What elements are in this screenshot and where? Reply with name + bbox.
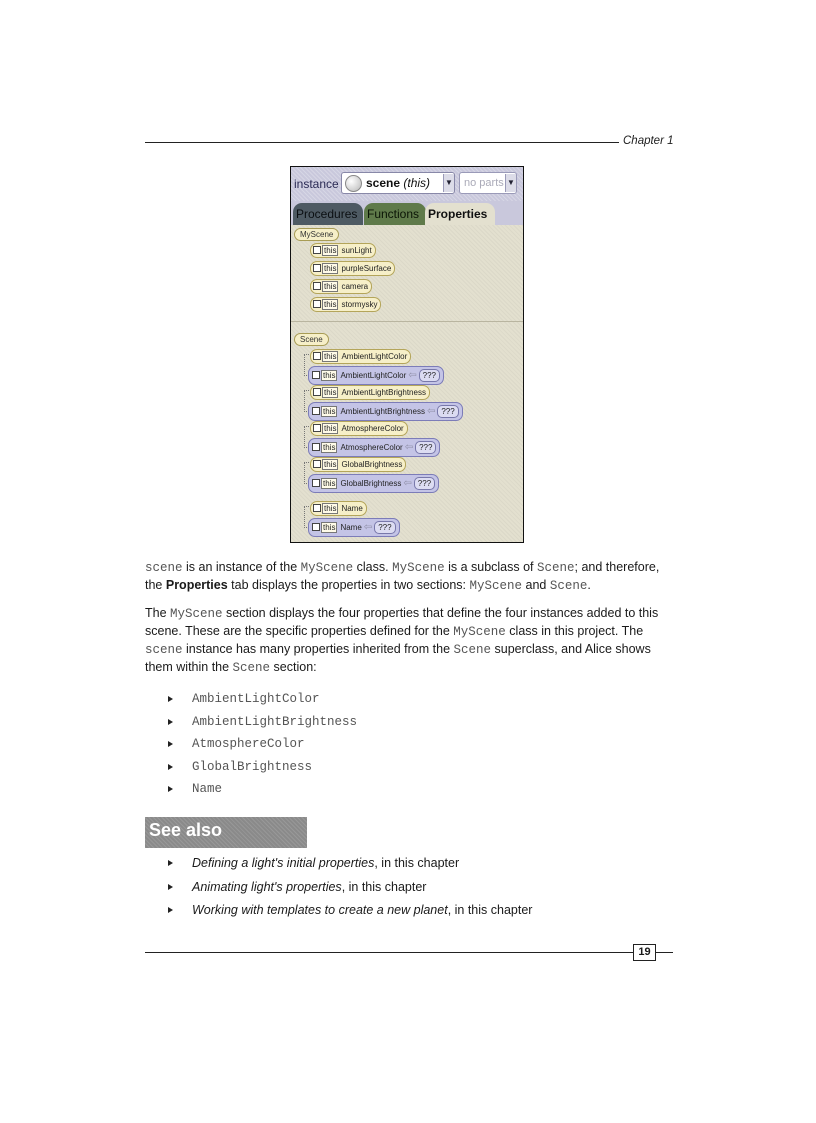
left-arrow-icon: ⇦ [426,406,436,417]
parts-value: no parts [464,177,504,189]
properties-panel-screenshot [290,166,524,543]
setter-name[interactable]: this Name ⇦ ??? [308,518,400,537]
bullet-arrow-icon [168,719,173,725]
getter-ambientlightbrightness[interactable]: this AmbientLightBrightness [310,385,430,400]
checkbox-icon [312,371,320,379]
myscene-item-sunlight[interactable]: this sunLight [310,243,376,258]
chevron-down-icon[interactable]: ▼ [443,174,454,192]
paragraph-sections: The MyScene section displays the four properties that define the four instances added to this scene. These are the specific properties defined for the MyScene class in this project. The scene instance has many properties inherited from the Scene superclass, and Alice shows them within the Scene section: [145,606,659,675]
footer-rule-end [656,952,673,953]
setter-ambientlightbrightness[interactable]: this AmbientLightBrightness ⇦ ??? [308,402,463,421]
bullet-arrow-icon [168,860,173,866]
checkbox-icon [313,282,321,290]
checkbox-icon [313,504,321,512]
checkbox-icon [313,352,321,360]
bullet-arrow-icon [168,907,173,913]
properties-list [291,225,523,543]
left-arrow-icon: ⇦ [408,370,417,381]
chevron-down-icon[interactable]: ▼ [505,174,516,192]
instance-dropdown[interactable] [341,172,455,194]
checkbox-icon [313,424,321,432]
bullet-arrow-icon [168,786,173,792]
myscene-item-stormysky[interactable]: this stormysky [310,297,381,312]
checkbox-icon [313,300,321,308]
getter-globalbrightness[interactable]: this GlobalBrightness [310,457,406,472]
tab-procedures[interactable]: Procedures [293,203,363,225]
bullet-arrow-icon [168,764,173,770]
myscene-item-purplesurface[interactable]: this purpleSurface [310,261,395,276]
left-arrow-icon: ⇦ [363,522,373,533]
bullet-arrow-icon [168,741,173,747]
page-number: 19 [633,944,656,961]
footer-rule [145,952,633,953]
checkbox-icon [313,460,321,468]
tab-bar [291,201,523,225]
scene-section-label: Scene [294,333,329,346]
bullet-arrow-icon [168,884,173,890]
section-divider [291,321,523,322]
left-arrow-icon: ⇦ [404,442,414,453]
checkbox-icon [313,246,321,254]
parts-dropdown[interactable] [459,172,517,194]
instance-value: scene (this) [366,176,431,190]
myscene-section-label: MyScene [294,228,339,241]
checkbox-icon [312,443,320,451]
instance-bar [291,167,523,201]
getter-atmospherecolor[interactable]: this AtmosphereColor [310,421,408,436]
getter-ambientlightcolor[interactable]: this AmbientLightColor [310,349,411,364]
paragraph-intro: scene is an instance of the MyScene class. MyScene is a subclass of Scene; and therefore, the Properties tab displays the properties in two sections: MyScene and Scene. [145,560,660,593]
setter-atmospherecolor[interactable]: this AtmosphereColor ⇦ ??? [308,438,440,457]
chapter-label: Chapter 1 [623,135,674,147]
header-rule [145,142,619,143]
tab-functions[interactable]: Functions [364,203,426,225]
bullet-arrow-icon [168,696,173,702]
instance-label: instance [294,177,339,191]
sphere-icon [345,175,362,192]
checkbox-icon [313,388,321,396]
checkbox-icon [312,523,320,531]
myscene-item-camera[interactable]: this camera [310,279,372,294]
see-also-heading: See also [145,817,307,848]
getter-name[interactable]: this Name [310,501,367,516]
left-arrow-icon: ⇦ [403,478,412,489]
checkbox-icon [313,264,321,272]
setter-ambientlightcolor[interactable]: this AmbientLightColor ⇦ ??? [308,366,444,385]
tab-properties[interactable]: Properties [425,203,495,225]
setter-globalbrightness[interactable]: this GlobalBrightness ⇦ ??? [308,474,439,493]
checkbox-icon [312,479,320,487]
checkbox-icon [312,407,320,415]
